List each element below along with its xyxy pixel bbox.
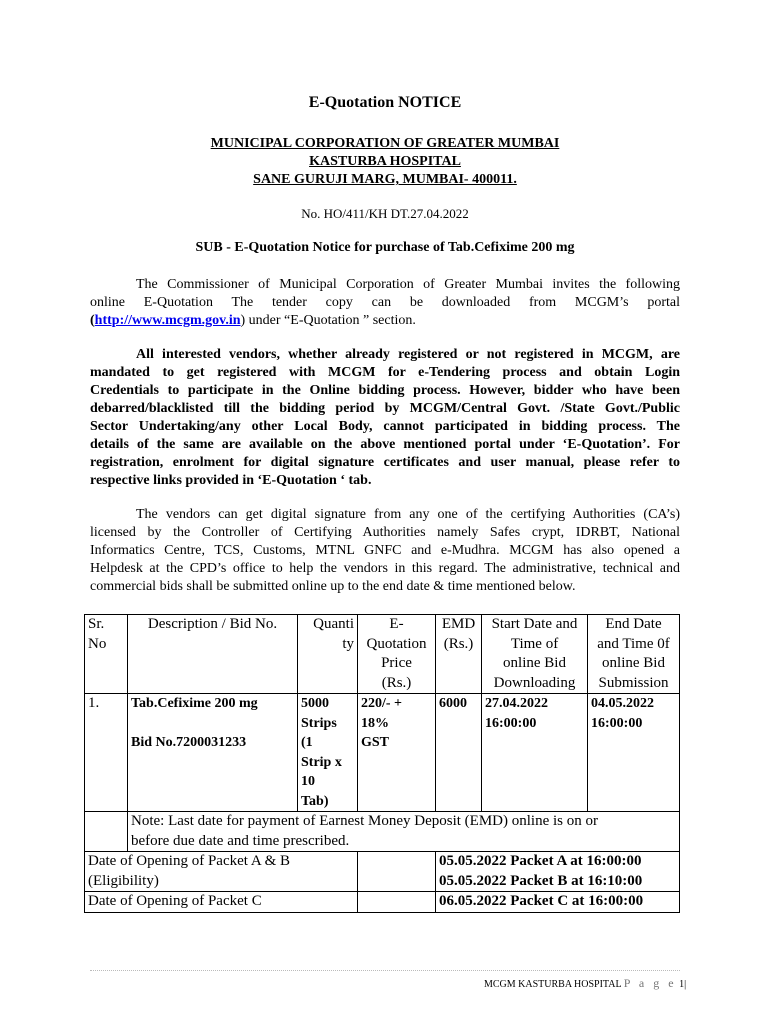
bid-number: Bid No.7200031233	[131, 734, 247, 750]
row-description	[128, 694, 298, 812]
header-end-date: End Date and Time 0f online Bid Submission	[588, 615, 680, 694]
intro-paragraph	[90, 276, 680, 330]
digital-signature-paragraph	[90, 506, 680, 596]
header-emd: EMD (Rs.)	[436, 615, 482, 694]
row-price: 220/- + 18% GST	[358, 694, 436, 812]
signature-line: Helpdesk at the CPD’s office to help the vendors in this regard. The administrative, technical and	[90, 561, 680, 576]
opening-ab-label: Date of Opening of Packet A & B (Eligibility)	[85, 852, 358, 892]
org-name: MUNICIPAL CORPORATION OF GREATER MUMBAI	[210, 136, 560, 151]
header-sr-no: Sr. No	[85, 615, 128, 694]
registration-line: Credentials to participate in the Online bidding process. However, bidder who have been	[90, 383, 680, 398]
hospital-address: SANE GURUJI MARG, MUMBAI- 400011.	[253, 172, 517, 187]
portal-link[interactable]: http://www.mcgm.gov.in	[94, 313, 241, 328]
table-header-row	[85, 615, 680, 694]
hospital-name: KASTURBA HOSPITAL	[309, 154, 461, 169]
footer-divider	[90, 970, 680, 971]
header-quantity: Quanti ty	[298, 615, 358, 694]
tender-table	[84, 614, 680, 913]
note-spacer	[85, 812, 128, 852]
footer-page-word: P a g e	[623, 976, 677, 990]
registration-line	[90, 346, 680, 364]
registration-line: respective links provided in ‘E-Quotation ‘ tab.	[90, 473, 372, 488]
reference-number: No. HO/411/KH DT.27.04.2022	[301, 206, 469, 221]
link-open-paren: (	[90, 313, 95, 328]
opening-c-value: 06.05.2022 Packet C at 16:00:00	[436, 892, 680, 913]
notice-title: E-Quotation NOTICE	[308, 94, 462, 111]
signature-line: Informatics Centre, TCS, Customs, MTNL GNFC and e-Mudhra. MCGM has also opened a	[90, 543, 680, 558]
intro-line-2: online E-Quotation The tender copy can be downloaded from MCGM’s portal	[90, 295, 680, 310]
opening-ab-row	[85, 852, 680, 892]
opening-ab-blank	[358, 852, 436, 892]
header-description: Description / Bid No.	[128, 615, 298, 694]
opening-c-blank	[358, 892, 436, 913]
opening-c-label: Date of Opening of Packet C	[85, 892, 358, 913]
table-row	[85, 694, 680, 812]
registration-paragraph	[90, 346, 680, 490]
header-price: E- Quotation Price (Rs.)	[358, 615, 436, 694]
row-quantity: 5000 Strips (1 Strip x 10 Tab)	[298, 694, 358, 812]
footer-page-number: 1|	[679, 979, 687, 990]
row-end-date: 04.05.2022 16:00:00	[588, 694, 680, 812]
footer-text: MCGM KASTURBA HOSPITAL	[484, 979, 622, 990]
item-name: Tab.Cefixime 200 mg	[131, 696, 258, 711]
signature-line	[90, 506, 680, 524]
row-start-date: 27.04.2022 16:00:00	[482, 694, 588, 812]
header-start-date: Start Date and Time of online Bid Downloading	[482, 615, 588, 694]
intro-line-3-rest: ) under “E-Quotation ” section.	[240, 313, 416, 328]
intro-line-3	[90, 312, 680, 330]
note-row	[85, 812, 680, 852]
signature-line-text: The vendors can get digital signature from any one of the certifying Authorities (CA’s)	[136, 507, 680, 522]
signature-line: licensed by the Controller of Certifying Authorities namely Safes crypt, IDRBT, National	[90, 525, 680, 540]
registration-line: Sector Undertaking/any other Local Body, cannot participated in bidding process. The	[90, 419, 680, 434]
signature-line: commercial bids shall be submitted online up to the end date & time mentioned below.	[90, 579, 576, 594]
row-emd: 6000	[436, 694, 482, 812]
opening-c-row	[85, 892, 680, 913]
registration-line-text: All interested vendors, whether already registered or not registered in MCGM, are	[136, 347, 680, 362]
opening-ab-value: 05.05.2022 Packet A at 16:00:00 05.05.2022 Packet B at 16:10:00	[436, 852, 680, 892]
registration-line: details of the same are available on the above mentioned portal under ‘E-Quotation’. For	[90, 437, 680, 452]
subject-line: SUB - E-Quotation Notice for purchase of Tab.Cefixime 200 mg	[195, 240, 575, 255]
intro-line-1-text: The Commissioner of Municipal Corporation of Greater Mumbai invites the following	[136, 277, 680, 292]
registration-line: registration, enrolment for digital signature certificates and user manual, please refer to	[90, 455, 680, 470]
emd-note: Note: Last date for payment of Earnest Money Deposit (EMD) online is on or before due date and time prescribed.	[128, 812, 680, 852]
registration-line: debarred/blacklisted till the bidding period by MCGM/Central Govt. /State Govt./Public	[90, 401, 680, 416]
intro-line-1	[90, 276, 680, 294]
registration-line: mandated to get registered with MCGM for e-Tendering process and obtain Login	[90, 365, 680, 380]
row-sr-no: 1.	[85, 694, 128, 812]
page-footer	[484, 976, 686, 991]
